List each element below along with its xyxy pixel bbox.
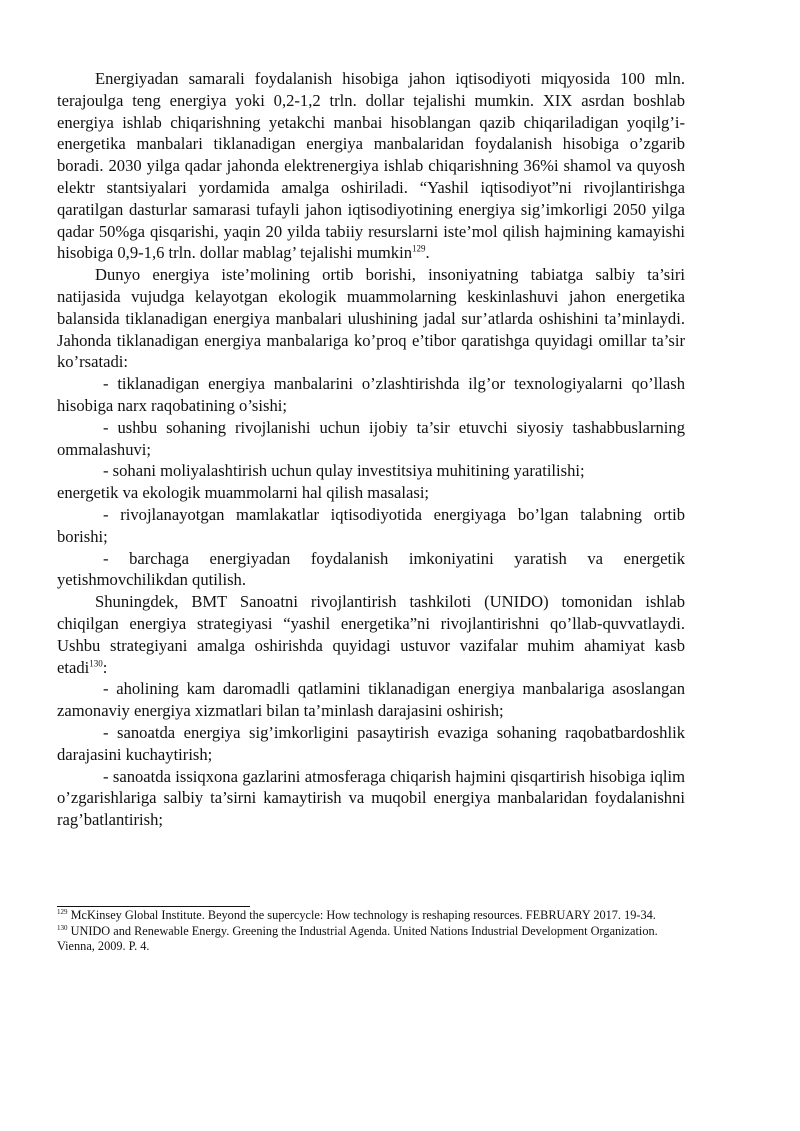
footnote-129 [57, 908, 685, 924]
paragraph-unido [57, 591, 685, 678]
paragraph-energy-savings [57, 68, 685, 264]
footnote-130 [57, 924, 685, 955]
footnote-number: 130 [57, 923, 68, 932]
list-item-ecological-problems: energetik va ekologik muammolarni hal qilish masalasi; [57, 483, 430, 503]
list-item-policy-initiatives: - ushbu sohaning rivojlanishi uchun ijobiy ta’sir etuvchi siyosiy tashabbuslarning ommalashuvi; [57, 417, 685, 459]
footnote-ref-129[interactable]: 129 [412, 243, 426, 254]
footnotes [57, 908, 685, 955]
list-item-energy-access: - barchaga energiyadan foydalanish imkoniyatini yaratish va energetik yetishmovchilikdan qutilish. [57, 548, 685, 590]
paragraph-consumption: Dunyo energiya iste’molining ortib borishi, insoniyatning tabiatga salbiy ta’siri natijasida vujudga kelayotgan ekologik muammolarning keskinlashuvi jahon energetika balansida tiklanadigan energiya manbalari ulushining jadal sur’atlarda oshishini ta’minlaydi. Jahonda tiklanadigan energiya manbalariga ko’proq e’tibor qaratishga quyidagi omillar ta’sir ko’rsatadi: [57, 265, 685, 372]
list-item-investment-climate: - sohani moliyalashtirish uchun qulay investitsiya muhitining yaratilishi; [103, 461, 585, 481]
footnote-number: 129 [57, 907, 68, 916]
paragraph-text: Energiyadan samarali foydalanish hisobiga jahon iqtisodiyoti miqyosida 100 mln. terajoulga teng energiya yoki 0,2-1,2 trln. dollar tejalishi mumkin. XIX asrdan boshlab energiya ishlab chiqarishning yetakchi manbai hisoblangan qazib chiqariladigan yoqilg’i-energetika manbalari tiklanadigan energiya manbalaridan foydalanish hisobiga o’zgarib boradi. 2030 yilga qadar jahonda elektrenergiya ishlab chiqarishning 36%i shamol va quyosh elektr stantsiyalari yordamida amalga oshiriladi. “Yashil iqtisodiyot”ni rivojlantirishga qaratilgan dasturlar samarasi tufayli jahon iqtisodiyotining energiya sig’imkorligi 2050 yilga qadar 50%ga qisqarishi, yaqin 20 yilda tabiiy resurslarni iste’mol qilish hajmining kamayishi hisobiga 0,9-1,6 trln. dollar mablag’ tejalishi mumkin [57, 69, 685, 263]
list-item-price-competition: - tiklanadigan energiya manbalarini o’zlashtirishda ilg’or texnologiyalarni qo’llash hisobiga narx raqobatining o’sishi; [57, 374, 685, 415]
paragraph-text: Shuningdek, BMT Sanoatni rivojlantirish tashkiloti (UNIDO) tomonidan ishlab chiqilgan energiya strategiyasi “yashil energetika”ni rivojlantirishni qo’llab-quvvatlaydi. Ushbu strategiyani amalga oshirishda quyidagi ustuvor vazifalar muhim ahamiyat kasb etadi [57, 592, 685, 677]
footnote-text: McKinsey Global Institute. Beyond the supercycle: How technology is reshaping resources. FEBRUARY 2017. 19-34. [67, 908, 656, 922]
body-text [57, 68, 685, 831]
list-item-competitiveness: - sanoatda energiya sig’imkorligini pasaytirish evaziga sohaning raqobatbardoshlik darajasini kuchaytirish; [57, 722, 685, 764]
list-item-emissions: - sanoatda issiqxona gazlarini atmosferaga chiqarish hajmini qisqartirish hisobiga iqlim o’zgarishlariga salbiy ta’sirni kamaytirish va muqobil energiya manbalaridan foydalanishni rag’batlantirish; [57, 766, 685, 830]
list-item-low-income: - aholining kam daromadli qatlamini tiklanadigan energiya manbalariga asoslangan zamonaviy energiya xizmatlari bilan ta’minlash darajasini oshirish; [57, 679, 685, 721]
footnote-text: UNIDO and Renewable Energy. Greening the Industrial Agenda. United Nations Industrial Development Organization. Vienna, 2009. P. 4. [57, 923, 658, 954]
paragraph-tail: . [425, 243, 430, 263]
footnote-divider [57, 906, 250, 907]
paragraph-tail: : [102, 657, 108, 677]
list-item-developing-demand: - rivojlanayotgan mamlakatlar iqtisodiyotida energiyaga bo’lgan talabning ortib borishi; [57, 504, 685, 546]
footnote-ref-130[interactable]: 130 [89, 657, 103, 668]
